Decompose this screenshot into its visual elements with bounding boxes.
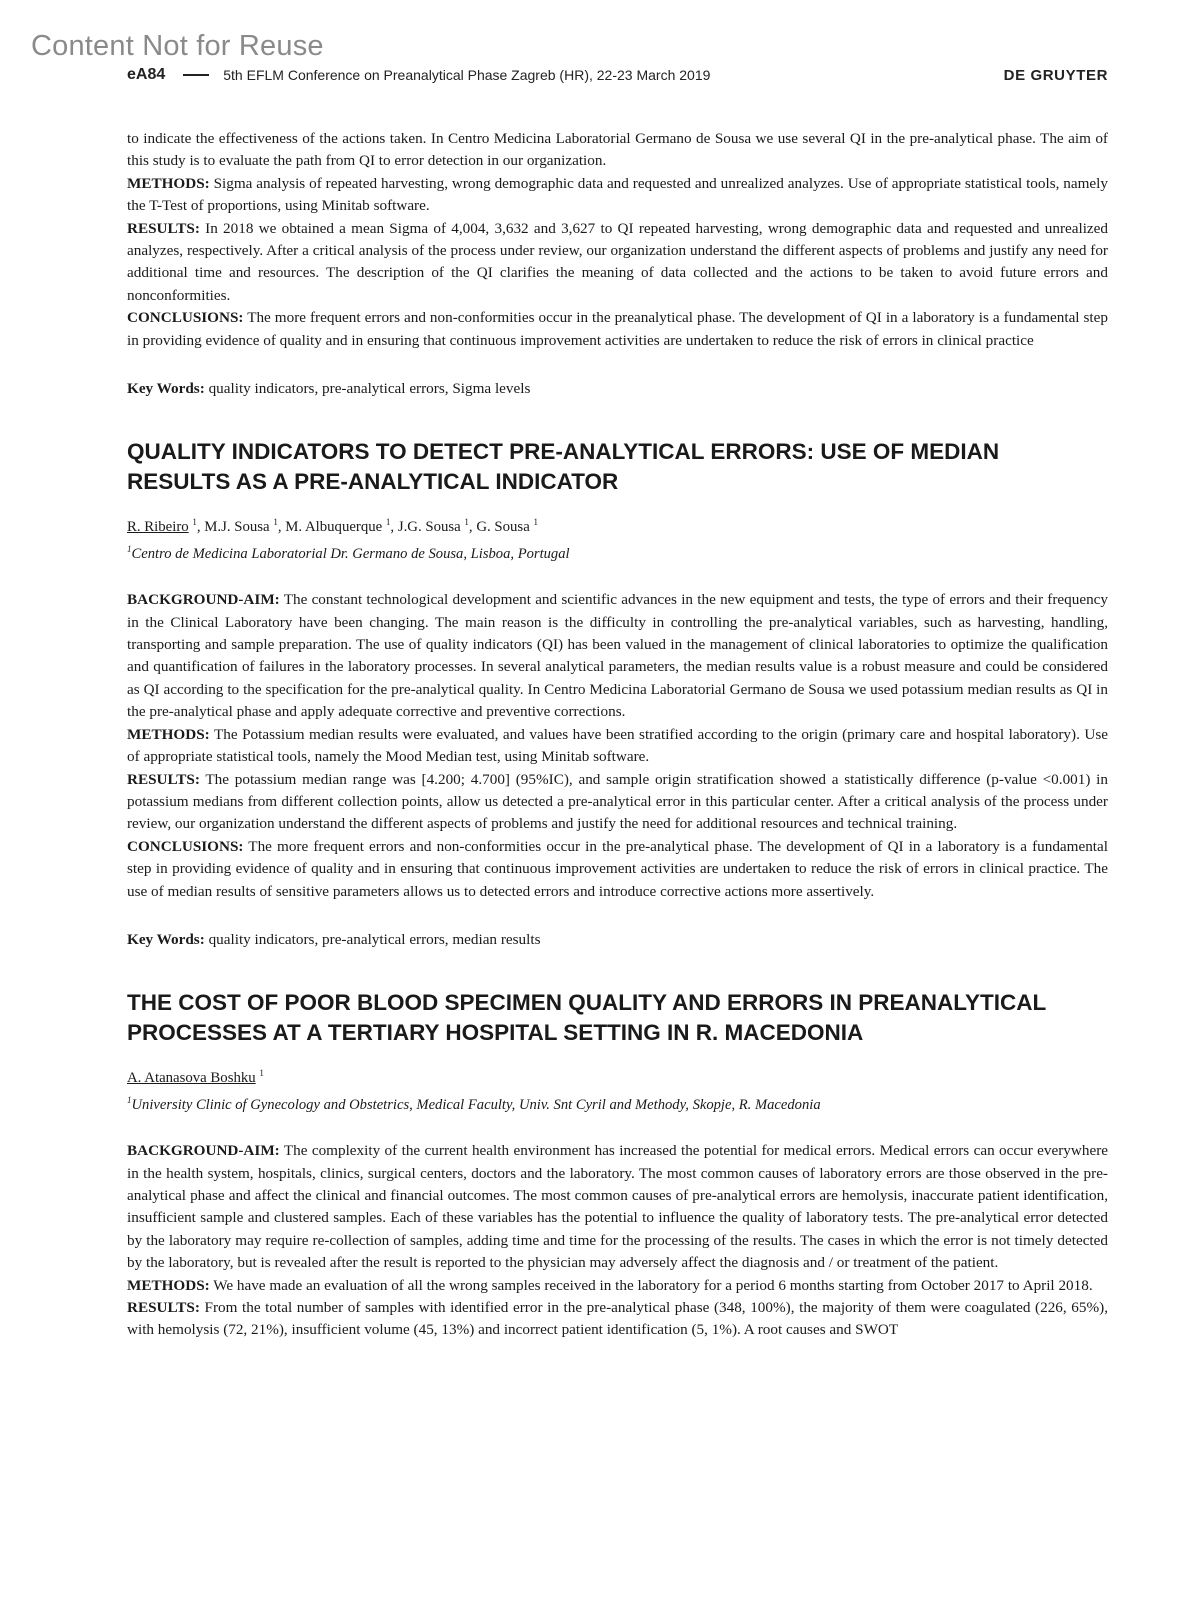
prev-intro: to indicate the effectiveness of the actions taken. In Centro Medicina Laboratorial Germano de Sousa we use several QI in the pre-analytical phase. The aim of this study is to evaluate the path from QI to error detection in our organization.: [127, 130, 1108, 170]
methods-text: Sigma analysis of repeated harvesting, wrong demographic data and requested and unrealized analyzes. Use of appropriate statistical tools, namely the T-Test of proportions, using Minitab software.: [127, 174, 1108, 215]
methods-label: METHODS:: [127, 725, 210, 743]
conclusions-label: CONCLUSIONS:: [127, 837, 244, 855]
keywords-paragraph: [127, 929, 1108, 951]
results-paragraph: [127, 769, 1108, 836]
prev-methods: [127, 173, 1108, 218]
results-label: RESULTS:: [127, 1298, 200, 1316]
background-label: BACKGROUND-AIM:: [127, 1142, 280, 1160]
prev-conclusions: [127, 307, 1108, 352]
results-label: RESULTS:: [127, 770, 200, 788]
keywords-label: Key Words:: [127, 380, 205, 398]
results-text: The potassium median range was [4.200; 4.700] (95%IC), and sample origin stratification showed a statistically difference (p-value <0.001) in potassium medians from different collection points, allow us detected a pre-analytical error in this particular center. After a critical analysis of the process under review, our organization understand the different aspects of problems and justify the need for additional resources and technical training.: [127, 770, 1108, 833]
methods-label: METHODS:: [127, 1276, 210, 1294]
conclusions-paragraph: [127, 836, 1108, 903]
results-label: RESULTS:: [127, 219, 200, 237]
background-paragraph: [127, 1140, 1108, 1274]
page-number: eA84: [127, 66, 166, 83]
methods-text: We have made an evaluation of all the wrong samples received in the laboratory for a period 6 months starting from October 2017 to April 2018.: [209, 1276, 1093, 1294]
keywords-label: Key Words:: [127, 930, 205, 948]
running-head: [127, 64, 1108, 86]
results-paragraph: [127, 1297, 1108, 1342]
background-text: The complexity of the current health environment has increased the potential for medical errors. Medical errors can occur everywhere in the health system, hospitals, clinics, surgical centers, doctors and the laboratory. The most common causes of laboratory errors are those observed in the pre-analytical phase and affect the clinical and financial outcomes. The most common causes of pre-analytical errors are hemolysis, inaccurate patient identification, insufficient sample and clustered samples. Each of these variables has the potential to influence the quality of laboratory tests. The pre-analytical error detected by the laboratory may require re-collection of samples, adding time and time for the processing of the results. The cases in which the error is not timely detected by the laboratory, but is revealed after the result is reported to the physician may adversely affect the diagnosis and / or treatment of the patient.: [127, 1142, 1108, 1272]
methods-paragraph: [127, 724, 1108, 769]
author-list: R. Ribeiro $^1$, M.J. Sousa $^1$, M. Albuquerque $^1$, J.G. Sousa $^1$, G. Sousa $^1$: [127, 517, 538, 536]
presenting-author: A. Atanasova Boshku: [127, 1070, 256, 1087]
prev-keywords: [127, 378, 1108, 400]
results-text: From the total number of samples with identified error in the pre-analytical phase (348, 100%), the majority of them were coagulated (226, 65%), with hemolysis (72, 21%), insufficient volume (45, 13%) and incorrect patient identification (5, 1%). A root causes and SWOT: [127, 1298, 1108, 1339]
keywords-text: quality indicators, pre-analytical errors, Sigma levels: [204, 380, 531, 398]
methods-paragraph: [127, 1275, 1108, 1297]
presenting-author: R. Ribeiro: [127, 519, 189, 536]
background-text: The constant technological development and scientific advances in the new equipment and tests, the type of errors and their frequency in the Clinical Laboratory have been changing. The main reason is the difficulty in controlling the pre-analytical variables, such as harvesting, handling, transporting and sample preparation. The use of quality indicators (QI) has been valued in the management of clinical laboratories to optimize the qualification and quantification of failures in the laboratory processes. In several analytical parameters, the median results value is a robust measure and could be considered as QI according to the specification for the pre-analytical quality. In Centro Medicina Laboratorial Germano de Sousa we used potassium median results as QI in the pre-analytical phase and apply adequate corrective and preventive corrections.: [127, 591, 1108, 721]
article-title: THE COST OF POOR BLOOD SPECIMEN QUALITY AND ERRORS IN PREANALYTICAL PROCESSES AT A TERTIARY HOSPITAL SETTING IN R. MACEDONIA: [127, 990, 1046, 1046]
prev-results: [127, 218, 1108, 308]
article-title: QUALITY INDICATORS TO DETECT PRE-ANALYTICAL ERRORS: USE OF MEDIAN RESULTS AS A PRE-ANALYTICAL INDICATOR: [127, 439, 1000, 495]
conclusions-label: CONCLUSIONS:: [127, 309, 244, 327]
affiliation: $^1$University Clinic of Gynecology and Obstetrics, Medical Faculty, Univ. Snt Cyril and Methody, Skopje, R. Macedonia: [127, 1095, 821, 1114]
publisher-name: DE GRUYTER: [1003, 66, 1108, 84]
watermark: Content Not for Reuse: [31, 30, 324, 62]
page-body: [127, 128, 1108, 1342]
affiliation: $^1$Centro de Medicina Laboratorial Dr. Germano de Sousa, Lisboa, Portugal: [127, 544, 570, 563]
results-text: In 2018 we obtained a mean Sigma of 4,004, 3,632 and 3,627 to QI repeated harvesting, wrong demographic data and requested and unrealized analyzes, respectively. After a critical analysis of the process under review, our organization understand the different aspects of problems and justify any need for additional time and resources. The description of the QI clarifies the meaning of data collected and the actions to be taken to avoid future errors and nonconformities.: [127, 219, 1108, 304]
conference-title: 5th EFLM Conference on Preanalytical Phase Zagreb (HR), 22-23 March 2019: [223, 67, 711, 83]
conclusions-text: The more frequent errors and non-conformities occur in the preanalytical phase. The development of QI in a laboratory is a fundamental step in providing evidence of quality and in ensuring that continuous improvement activities are undertaken to reduce the risk of errors in clinical practice: [127, 309, 1108, 349]
background-label: BACKGROUND-AIM:: [127, 591, 280, 609]
conclusions-text: The more frequent errors and non-conformities occur in the pre-analytical phase. The development of QI in a laboratory is a fundamental step in providing evidence of quality and in ensuring that continuous improvement activities are undertaken to reduce the risk of errors in clinical practice. The use of median results of sensitive parameters allows us to detected errors and introduce corrective actions more assertively.: [127, 837, 1108, 900]
author-list: A. Atanasova Boshku $^1$: [127, 1068, 264, 1087]
background-paragraph: [127, 589, 1108, 723]
methods-text: The Potassium median results were evaluated, and values have been stratified according to the origin (primary care and hospital laboratory). Use of appropriate statistical tools, namely the Mood Median test, using Minitab software.: [127, 725, 1108, 766]
keywords-text: quality indicators, pre-analytical errors, median results: [204, 930, 541, 948]
methods-label: METHODS:: [127, 174, 210, 192]
header-dash: [183, 74, 209, 76]
